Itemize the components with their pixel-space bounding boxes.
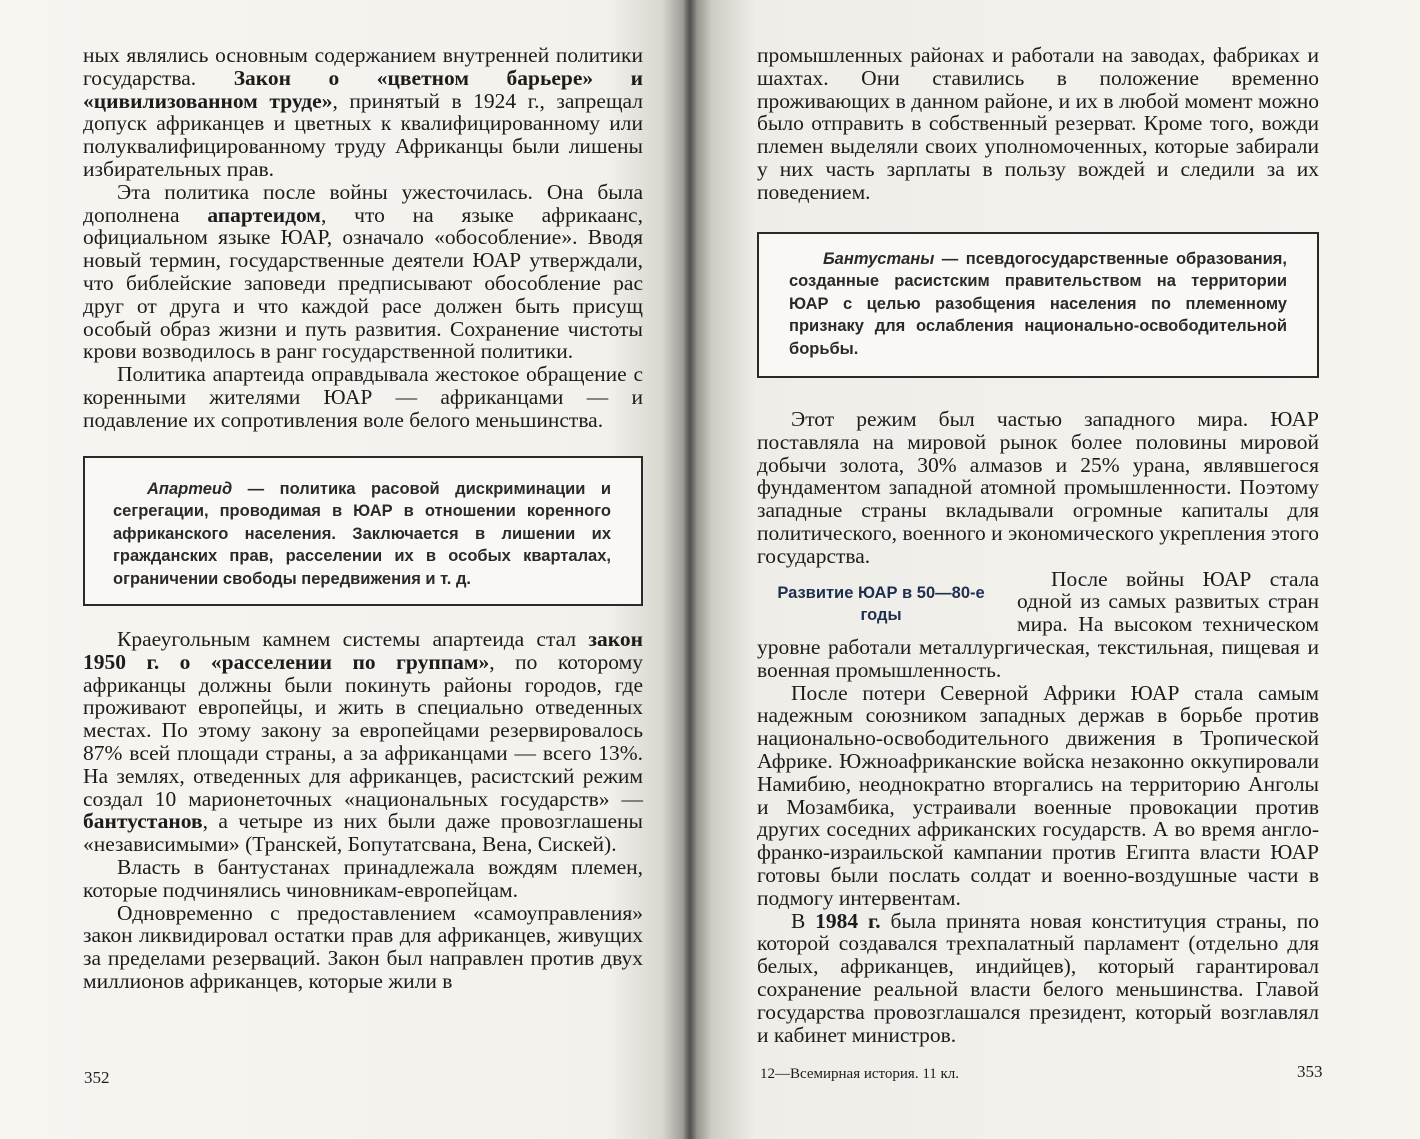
paragraph [757,408,1319,568]
bold-text: 1984 г. [815,908,881,933]
definition-term: Апартеид [147,479,233,498]
text-run: Одновременно с предоставлением «самоуправления» закон ликвидировал остатки прав для африканцев, живущих за пределами резерваций. Закон был направлен против двух миллионов африканцев, которые жили в [83,900,643,993]
definition-term: Бантустаны [823,249,935,268]
right-paragraphs [757,44,1319,204]
paragraph [757,682,1319,910]
bold-text: Закон о «цветном барьере» и «цивилизованном труде» [83,65,643,113]
text-run: промышленных районах и работали на заводах, фабриках и шахтах. Они ставились в положение временно проживающих в данном районе, и их в любой момент можно было отправить в собственный резерват. Кроме того, вожди племен выделяли своих уполномоченных, которые забирали у них часть зарплаты в пользу вождей и следили за их поведением. [757,43,1319,204]
right-paragraphs-after [757,568,1319,1047]
paragraph [757,44,1319,204]
text-run: , по которому африканцы должны были покинуть районы городов, где проживают европейцы, и жить в специально отведенных местах. По этому закону за европейцами резервировалось 87% всей площади страны, а за африканцами — всего 13%. На землях, отведенных для африканцев, расистский режим создал 10 марионеточных «национальных государств» — [83,649,643,811]
page-number-left: 352 [84,1068,110,1087]
definition-text: — политика расовой дискриминации и сегрегации, проводимая в ЮАР в отношении коренного африканского населения. Заключается в лишении их гражданских прав, расселении их в особых кварталах, ограничении свободы передвижения и т. д. [113,479,611,588]
text-run: , что на языке африкаанс, официальном языке ЮАР, означало «обособление». Вводя новый термин, государственные деятели ЮАР утверждали, что библейские заповеди предписывают обособление рас друг от друга и что каждой расе должен быть присущ особый образ жизни и путь развития. Сохранение чистоты крови возводилось в ранг государственной политики. [83,202,643,364]
left-paragraphs-after [83,628,643,993]
bold-text: закон 1950 г. о «расселении по группам» [83,627,643,674]
bold-text: апартеидом [207,202,321,227]
text-run: Краеугольным камнем системы апартеида стал [117,627,589,652]
paragraph [83,363,643,431]
text-run: В [791,908,816,933]
text-run: , принятый в 1924 г., запрещал допуск африканцев и цветных к квалифицированному или полуквалифицированному труду Африканцы были лишены избирательных прав. [83,88,643,181]
text-run: была принята новая конституция страны, по которой создавался трехпалатный парламент (отдельно для белых, африканцев, индийцев), который гарантировал сохранение реальной власти белого меньшинства. Главой государства провозглашался президент, который возглавлял и кабинет министров. [757,908,1320,1047]
right-paragraph-mid [757,408,1319,568]
paragraph [83,856,643,902]
text-run: , а четыре из них были даже провозглашены «независимыми» (Транскей, Бопутатсвана, Вена, Сискей). [83,809,643,857]
text-run: Этот режим был частью западного мира. ЮАР поставляла на мировой рынок более половины мировой добычи золота, 30% алмазов и 25% урана, являвшегося фундаментом западной атомной промышленности. Поэтому западные страны вкладывали огромные капиталы для политического, военного и экономического укрепления этого государства. [757,407,1319,568]
paragraph [757,910,1319,1047]
text-run: После потери Северной Африки ЮАР стала самым надежным союзником западных держав в борьбе против национально-освободительного движения в Тропической Африке. Южноафриканские войска незаконно оккупировали Намибию, неоднократно вторгались на территорию Анголы и Мозамбика, устраивали военные провокации против других соседних африканских государств. А во время англо-франко-израильской кампании против Египта власти ЮАР готовы были послать солдат и военно-воздушные части в подмогу интервентам. [757,680,1319,910]
left-text-column [83,44,643,993]
section-heading: Развитие ЮАР в 50—80-е годы [777,583,985,624]
paragraph [83,902,643,993]
text-run: Эта политика после войны ужесточилась. Она была дополнена [83,179,643,227]
paragraph [83,181,643,363]
text-run: Власть в бантустанах принадлежала вождям племен, которые подчинялись чиновникам-европейцам. [83,855,643,902]
paragraph [83,44,643,181]
text-run: После войны ЮАР стала одной из самых развитых стран мира. На высоком техническом уровне работали металлургическая, текстильная, пищевая и военная промышленность. [757,566,1319,682]
printer-signature: 12—Всемирная история. 11 кл. [760,1066,960,1082]
page-number-right: 353 [1297,1062,1323,1081]
right-text-column [757,44,1319,1046]
definition-box-apartheid [83,456,643,607]
definition-text: — псевдогосударственные образования, созданные расистским правительством на территории ЮАР с целью разобщения населения по племенному признаку для ослабления национально-освободительной борьбы. [789,249,1287,358]
book-spine [683,0,697,1139]
definition-box-bantustans [757,232,1319,379]
paragraph [83,628,643,856]
text-run: ных являлись основным содержанием внутренней политики государства. [83,43,643,90]
left-paragraphs [83,44,643,432]
text-run: Политика апартеида оправдывала жестокое обращение с коренными жителями ЮАР — африканцами — и подавление их сопротивления воле белого меньшинства. [83,362,643,432]
bold-text: бантустанов [83,809,203,834]
